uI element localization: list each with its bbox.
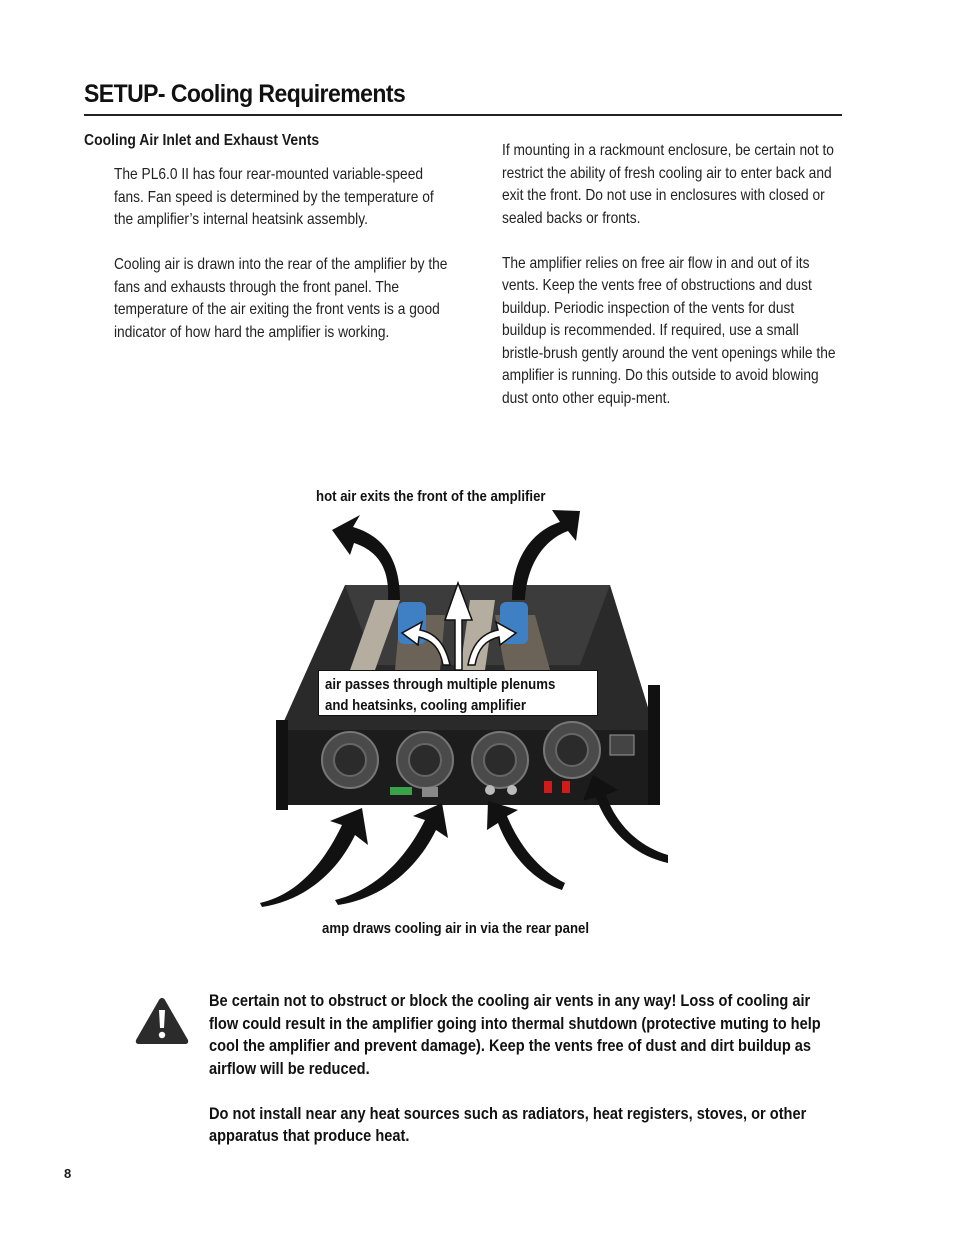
right-paragraph-1: If mounting in a rackmount enclosure, be certain not to restrict the ability of fresh cooling air to enter back and exit the front. Do not use in enclosures with closed or sealed backs or fronts. (502, 142, 834, 227)
callout-line-2: and heatsinks, cooling amplifier (325, 697, 526, 714)
caption-hot-air: hot air exits the front of the amplifier (316, 488, 546, 505)
warning-triangle-icon (133, 995, 191, 1047)
left-paragraph-2: Cooling air is drawn into the rear of the amplifier by the fans and exhausts through the front panel. The temperature of the air exiting the front vents is a good indicator of how hard the amplifier is working. (114, 256, 448, 341)
right-column (502, 140, 840, 410)
left-paragraph-1: The PL6.0 II has four rear-mounted variable-speed fans. Fan speed is determined by the temperature of the amplifier’s internal heatsink assembly. (114, 166, 434, 228)
callout-line-1: air passes through multiple plenums (325, 676, 556, 693)
caption-intake-air: amp draws cooling air in via the rear panel (322, 920, 590, 937)
right-paragraph-2: The amplifier relies on free air flow in and out of its vents. Keep the vents free of obstructions and dust buildup. Periodic inspection of the vents for dust buildup is recommended. If required, use a small bristle-brush gently around the vent openings while the amplifier is running. Do this outside to avoid blowing dust onto other equip-ment. (502, 254, 836, 407)
page-title: SETUP- Cooling Requirements (84, 80, 406, 108)
section-heading: Cooling Air Inlet and Exhaust Vents (84, 132, 320, 149)
left-column (114, 164, 454, 344)
warning-paragraph-1: Be certain not to obstruct or block the cooling air vents in any way! Loss of cooling air flow could result in the amplifier going into thermal shutdown (protective muting to help cool the amplifier and prevent damage). Keep the vents free of dust and dirt buildup as airflow will be reduced. (209, 992, 821, 1078)
plenum-callout (318, 670, 598, 716)
title-rule (84, 114, 842, 116)
warning-block (209, 990, 837, 1148)
warning-paragraph-2: Do not install near any heat sources such as radiators, heat registers, stoves, or other apparatus that produce heat. (209, 1104, 807, 1145)
page-number: 8 (64, 1166, 72, 1181)
